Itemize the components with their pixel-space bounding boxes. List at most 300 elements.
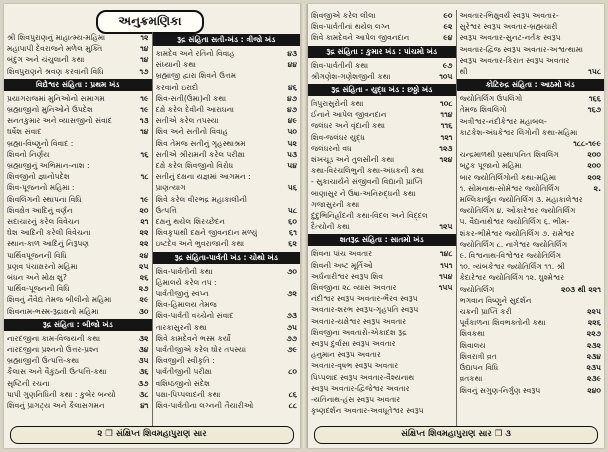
index-entry	[7, 126, 149, 137]
entry-title: શિવકૃપાથી દક્ષને જીવનદાન મળ્યું	[155, 228, 258, 238]
entry-page-number: ૭૫	[286, 322, 297, 332]
entry-page-number: ૭૦	[287, 266, 297, 276]
entry-title: ઉત્પત્તિ	[155, 205, 177, 215]
index-entry	[311, 165, 453, 176]
entry-page-number: ૨૭	[138, 284, 149, 294]
index-entry	[7, 378, 149, 389]
entry-title: શિવ-સતી(ઉમા)ની કથા	[155, 93, 227, 103]
entry-page-number: ૨૩૪	[586, 351, 601, 361]
entry-title: પ્રાણત્યાગ	[155, 183, 186, 193]
index-entry	[460, 306, 602, 317]
entry-page-number: ૧૦૮	[440, 99, 453, 109]
entry-page-number: ૨૧	[140, 217, 149, 227]
entry-title: ઘર્ષેશ સંવાદ	[7, 127, 42, 137]
entry-title: કેદારેશ્વર જ્યોતિર્લિંગ ૧૨. ઘુશ્મેશ્વર	[459, 273, 565, 283]
entry-page-number: ૩૪	[138, 345, 149, 355]
entry-page-number: ૯૨	[443, 22, 453, 32]
index-entry	[156, 160, 298, 171]
entry-page-number: ૩૨	[138, 333, 149, 343]
entry-page-number: ૨૪૦	[587, 385, 601, 395]
entry-title: શિવ-પાર્વતી વચ્ચેનો સંવાદ	[155, 311, 234, 321]
index-entry	[311, 349, 453, 360]
entry-title: શિવનું નૈવેદ્ય તેમજ બીલીનો મહિમા	[7, 295, 112, 305]
entry-title: શિવલિંગની સ્થાપના વિધિ	[7, 194, 82, 204]
index-entry	[311, 154, 453, 165]
entry-page-number: ૧૪	[140, 127, 149, 137]
entry-page-number: ૧૮	[140, 172, 149, 182]
entry-page-number: ૯૦	[443, 11, 453, 20]
index-entry	[7, 333, 149, 344]
entry-title: બટુક પૂજાનો મહિમા	[459, 161, 522, 171]
entry-title: શિવાલય	[459, 340, 486, 350]
index-entry	[311, 32, 453, 43]
entry-title: ૫. વૈદ્યનાથેશ્વર જ્યોતિર્લિંગ ૬. ભીમ-	[459, 217, 570, 227]
index-entry	[311, 394, 453, 405]
entry-title: શિવજીના અવતારો-એકાદશ રૂદ્ર	[311, 327, 407, 337]
index-entry	[156, 266, 298, 277]
index-entry	[156, 355, 298, 366]
entry-title: શિવકથા	[459, 329, 485, 339]
entry-page-number: ૧૫૫	[438, 283, 453, 293]
entry-page-number: ૨૯	[139, 295, 149, 305]
index-entry	[7, 32, 149, 43]
section-header: રૂદ્ર સંહિતા-પાર્વતી ખંડ : ચોથો ખંડ	[153, 252, 301, 264]
entry-title: વશિષ્ઠજીનો સંદેશ	[155, 378, 211, 388]
index-entry	[7, 115, 149, 126]
entry-title: અવતાર-યક્ષેશ્વર સ્વરૂપ અવતાર	[311, 316, 407, 326]
entry-title: શંખચૂડ અને તુલસીની કથા	[311, 155, 395, 165]
section-header: રૂદ્ર સંહિતા - યુદ્ધ ખંડ : છઠ્ઠો ખંડ	[308, 84, 456, 96]
index-entry	[311, 143, 453, 154]
index-entry	[7, 344, 149, 355]
entry-page-number: ૧૧૪	[440, 110, 453, 120]
entry-page-number: ૮૬	[288, 389, 297, 399]
entry-page-number: ૧૪	[140, 44, 149, 54]
entry-page-number: ૨૩૫	[586, 363, 601, 373]
index-entry	[7, 182, 149, 193]
index-entry	[460, 160, 602, 171]
index-entry	[460, 21, 602, 32]
index-entry	[311, 248, 453, 259]
right-col-2	[456, 10, 605, 426]
entry-page-number: ૨૦૦	[587, 161, 601, 171]
entry-title: થી	[459, 67, 468, 77]
entry-title: સ્વરૂપ અવતાર-કિરાત સ્વરૂપ અવતાર	[459, 55, 570, 65]
index-entry	[460, 362, 602, 373]
index-entry	[7, 54, 149, 65]
entry-title: શિવ-હિમાલય તેમજ	[155, 300, 217, 310]
entry-page-number: ૨૩૨	[587, 340, 601, 350]
index-entry	[460, 250, 602, 261]
entry-page-number: ૭૭	[286, 333, 297, 343]
section-header: રૂદ્ર સંહિતા : કુમાર ખંડ : પાંચમો ખંડ	[308, 46, 456, 58]
index-entry	[311, 372, 453, 383]
entry-title: બાર જ્યોતિર્લિંગોની કથા-મહિમા	[459, 172, 557, 182]
entry-page-number: ૩૬	[139, 367, 149, 377]
index-entry	[156, 400, 298, 411]
entry-title: શિવજીએ કરેલ લીલા	[311, 11, 376, 20]
index-entry	[156, 299, 298, 310]
index-entry	[311, 109, 453, 120]
entry-page-number: ૨૦૦	[587, 150, 601, 160]
index-entry	[7, 366, 149, 377]
index-entry	[7, 283, 149, 294]
entry-title: સ્થાન-કાળ આદિનું નિરૂપણ	[7, 239, 90, 249]
entry-title: પાર્વતીજીનું સ્વપ્ન	[155, 289, 209, 299]
entry-title: નારદજીના કામ-વિજયની કથા	[7, 333, 101, 343]
entry-title: દક્ષે કરેલ શિવજીનો વિરોધ	[155, 161, 234, 171]
entry-title: જલંધર અને વૃંદાની કથા	[311, 121, 386, 131]
entry-title: શિવનું સગુણ-નિર્ગુણ સ્વરૂપ	[459, 385, 541, 395]
entry-title: શિવે કામદેવને આપેલ જીવનદાન	[311, 33, 410, 43]
index-entry	[156, 322, 298, 333]
entry-title: હનુમાન સ્વરૂપ અવતાર	[311, 350, 381, 360]
entry-title: ગજાસુરની કથા	[311, 199, 360, 209]
entry-page-number: ૧૪	[140, 55, 149, 65]
index-entry	[7, 306, 149, 317]
index-entry	[311, 176, 453, 187]
index-entry	[7, 261, 149, 272]
index-entry	[156, 149, 298, 160]
entry-page-number: ૫૮	[287, 205, 297, 215]
index-entry	[156, 238, 298, 249]
index-entry	[7, 43, 149, 54]
entry-title: શિવ-પાર્વતીની કથા	[311, 60, 369, 70]
book-gutter	[300, 4, 308, 448]
entry-page-number: ૧૫૪	[439, 271, 453, 281]
entry-title: જ્યોતિર્લિંગ ૮. નાગેશ્વર જ્યોતિર્લિંગ	[459, 239, 568, 249]
entry-title: ૧. સોમનાથ-સોમેશ્વર જ્યોતિર્લિંગ	[459, 183, 560, 193]
entry-title: બ્રહ્માજીનો મુનિઓને ઉપદેશ	[7, 105, 93, 115]
index-entry	[460, 284, 602, 295]
index-entry	[460, 55, 602, 66]
entry-title: અવતાર-ભિક્ષુવર્ય સ્વરૂપ અવતાર-	[459, 11, 559, 20]
entry-title: પક્ષા-પિપ્પલાદની કથા	[155, 389, 221, 399]
entry-title: શિવનામ-ભસ્મ-રૂદ્રાક્ષનો મહિમા	[7, 306, 99, 316]
entry-page-number: ૧૭	[139, 66, 149, 76]
index-entry	[7, 216, 149, 227]
entry-title: દક્ષનું થયેલ શિરચ્છેદન	[155, 217, 225, 227]
index-entry	[460, 328, 602, 339]
entry-title: શિવ તેમજ સતીનું ગૃહસ્થાશ્રમ	[155, 138, 246, 148]
section-header: રૂદ્ર સંહિતા : બીજો ખંડ	[4, 319, 152, 331]
entry-page-number: ૧૪૮	[439, 249, 453, 259]
entry-page-number: ૧૮૮-૧૯૯	[573, 139, 601, 149]
entry-title: શિવના પાંચ અવતાર	[311, 249, 373, 259]
entry-title: જ્યોતિર્લિંગ ૪. ઓંકારેશ્વર જ્યોતિર્લિંગ	[459, 206, 576, 216]
entry-page-number: ૮૮	[288, 401, 297, 411]
index-entry	[7, 93, 149, 104]
entry-page-number: ૫૩	[286, 149, 297, 159]
index-entry	[156, 205, 298, 216]
entry-page-number: ૨૦૩ થી ૨૨૧	[560, 284, 601, 294]
entry-title: શિવજીના ૨૮ વ્યાસ અવતાર	[311, 283, 397, 293]
entry-title: શિવે કરેલ વીરભદ્ર મહાકાલીની	[155, 194, 248, 204]
entry-title: સુરેશ્વર સ્વરૂપ અવતાર-બ્રહ્મચારી	[459, 22, 558, 32]
left-columns	[4, 32, 300, 426]
index-entry	[156, 171, 298, 182]
entry-page-number: ૨૨૭	[586, 329, 601, 339]
index-entry	[460, 385, 602, 396]
entry-title: શંકર-ભીમેશ્વર જ્યોતિર્લિંગ ૭. રામેશ્વર	[459, 228, 575, 238]
entry-title: દક્ષે કરેલ દેવીની આરાધના	[155, 105, 235, 115]
section-header: રૂદ્ર સંહિતા સતી-ખંડ : ત્રીજો ખંડ	[153, 34, 301, 46]
index-entry	[156, 104, 298, 115]
entry-title: ચક્રની પ્રાપ્તિ કરી	[459, 307, 512, 317]
index-entry	[311, 360, 453, 371]
entry-title: કામદેવ અને રતિનો વિવાહ	[155, 49, 235, 58]
entry-page-number: ૧૨૫	[439, 222, 453, 232]
index-entry	[460, 172, 602, 183]
entry-page-number: ૩૦	[138, 306, 149, 316]
index-entry	[156, 70, 298, 81]
index-entry	[156, 138, 298, 149]
entry-page-number: ૧૨૩	[439, 143, 453, 153]
section-header: કોટિરુદ્ર સંહિતા : આઠમો ખંડ	[457, 79, 605, 91]
index-entry	[156, 216, 298, 227]
index-entry	[460, 261, 602, 272]
index-entry	[460, 44, 602, 55]
entry-title: કરવાનો ઇરાદો	[155, 82, 199, 92]
entry-page-number: ૩૫	[138, 356, 149, 366]
entry-page-number: ૧૨૪	[439, 155, 453, 165]
right-page	[308, 4, 604, 448]
entry-title: સ્વરૂપ દુર્વાસા સ્વરૂપ અવતાર	[311, 339, 396, 349]
entry-title: પાર્વતીજીની પરીક્ષા	[155, 367, 212, 377]
entry-title: પૂર્વકાળના શિવભક્તોની કથા	[459, 318, 546, 328]
index-entry	[156, 310, 298, 321]
entry-page-number: ૪૧	[140, 401, 149, 411]
left-footer: ૨ ❒ સંક્ષિપ્ત શિવમહાપુરાણ સાર	[10, 426, 294, 444]
entry-title: પાર્થિવ-પૂજનની વિધિ	[7, 284, 70, 294]
entry-page-number: ૧૨૧	[440, 132, 453, 142]
index-entry	[460, 272, 602, 283]
entry-title: હિમાલયે કરેલ તપ :	[155, 277, 217, 287]
index-entry	[7, 272, 149, 283]
entry-title: શિવરાત્રી વ્રત	[459, 351, 497, 361]
index-entry	[156, 389, 298, 400]
entry-title: પાપી ગુણનિધિની કથા : કુબેર બન્યો	[7, 389, 116, 399]
entry-title: કૃષ્ણદર્શન અવતાર-અવધૂતેશ્વર સ્વરૂપ	[311, 406, 424, 416]
index-entry	[311, 327, 453, 338]
entry-page-number: ૪૭	[287, 105, 297, 115]
index-entry	[460, 194, 602, 205]
entry-title: દુંદુભિનિર્હ્રાદની કથા-વિદલ અને વિદ્દલ	[311, 211, 428, 221]
entry-title: અવતાર-વૃષભ સ્વરૂપ અવતાર	[311, 361, 399, 371]
index-entry	[311, 60, 453, 71]
entry-title: સૃષ્ટિની રચના	[7, 378, 50, 388]
entry-title: બાણાસુર ને ઉષા-અનિરુદ્ધની કથા	[311, 188, 416, 198]
index-entry	[156, 378, 298, 389]
entry-title: જ્યોતિર્લિંગ	[459, 284, 495, 294]
entry-title: અવતાર-દ્વિજ સ્વરૂપ અવતાર-અશ્વત્થામા	[459, 44, 583, 54]
entry-page-number: ૧૫૮	[588, 67, 601, 77]
entry-page-number: ૨૪	[139, 250, 149, 260]
entry-title: શ્રી શિવપુરાણનું માહાત્મ્ય-મહિમા	[7, 33, 106, 42]
entry-page-number: ૨૦૨	[587, 172, 601, 182]
entry-title: શિવક્ષેત્ર આદિનું વર્ણન	[7, 205, 73, 215]
index-entry	[156, 366, 298, 377]
index-entry	[460, 228, 602, 239]
index-entry	[7, 149, 149, 160]
entry-title: પ્રયાગરાજમાં મુનિઓનો સમાગમ	[7, 93, 105, 103]
index-entry	[156, 277, 298, 288]
index-entry	[460, 239, 602, 250]
entry-title: કૈલાસ અને વૈકુંઠની ઉત્પત્તિ-કથા	[7, 367, 107, 377]
entry-title: બંધન અને મોક્ષ શું?	[7, 273, 67, 283]
index-entry	[460, 183, 602, 194]
entry-title: બ્રહ્માજી દ્વારા શિવને ઉત્તમ	[155, 71, 237, 81]
entry-title: પ્રણવ પંચાક્ષરનો મહિમા	[7, 261, 78, 271]
entry-page-number: ૫૬	[287, 183, 297, 193]
index-entry	[7, 389, 149, 400]
entry-page-number: ૪૩	[287, 49, 297, 58]
entry-title: શિવપુરાણને શ્રવણ કરવાની વિધિ	[7, 66, 104, 76]
index-entry	[156, 194, 298, 205]
entry-title: અવતાર-શરભ સ્વરૂપ-ગૃહપતિ સ્વરૂપ	[311, 305, 419, 315]
index-title: અનુક્રમણિકા	[96, 10, 204, 34]
entry-page-number: ૧૬૭	[587, 105, 601, 115]
index-entry	[7, 294, 149, 305]
entry-title: ત્રિપુરાસુરોની કથા	[311, 99, 364, 109]
right-col-1	[308, 10, 456, 426]
entry-title: પાર્થિવપૂજનની વિધિ	[7, 250, 67, 260]
entry-title: શિવ-પાર્વતીના લગ્નની તૈયારીઓ	[155, 401, 254, 411]
index-entry	[7, 138, 149, 149]
index-entry	[156, 93, 298, 104]
entry-title: શ્રીગણેશ-ગણેશજીની કથા	[311, 71, 391, 81]
index-entry	[7, 104, 149, 115]
entry-page-number: ૨૬	[139, 273, 149, 283]
entry-title: અર્ધનારીશ્વર સ્વરૂપ શિવ	[311, 271, 384, 281]
entry-page-number: ૪૬	[288, 82, 297, 92]
index-entry	[7, 250, 149, 261]
entry-page-number: ૧૦૫	[439, 71, 453, 81]
index-entry	[156, 115, 298, 126]
entry-page-number: ૨૨૬	[587, 318, 601, 328]
index-entry	[156, 126, 298, 137]
index-entry	[311, 210, 453, 221]
entry-title: શિવે કામદેવને ભસ્મ કર્યો	[155, 333, 231, 343]
index-entry	[7, 400, 149, 411]
entry-title: સ્વરૂપ અવતાર-દ્વિજેશ્વર અવતાર	[311, 383, 410, 393]
index-entry	[311, 21, 453, 32]
entry-page-number: ૪૪	[287, 60, 297, 70]
index-entry	[311, 304, 453, 315]
index-entry	[460, 32, 602, 43]
entry-page-number: ૧૫૧	[440, 260, 453, 270]
entry-title: શિવજીની સ્વીકૃતિ :	[155, 356, 215, 366]
index-entry	[311, 260, 453, 271]
entry-page-number: ૬૨	[288, 239, 297, 249]
entry-title: વ્રતકથા	[459, 374, 483, 384]
entry-title: કાટકેશ-અંધકેશ્વર લિંગોની કથા-મહિમા	[459, 127, 578, 137]
index-entry	[460, 138, 602, 149]
index-entry	[156, 344, 298, 355]
entry-page-number: ૨.	[593, 183, 601, 193]
entry-title: ભગવાન વિષ્ણુને સુદર્શન	[459, 295, 532, 305]
left-col-2	[152, 32, 301, 426]
index-entry	[311, 338, 453, 349]
index-entry	[156, 333, 298, 344]
entry-title: ઇષ્ટદેવ અને ભુવરાજાની કથા	[155, 239, 245, 249]
index-entry	[7, 194, 149, 205]
index-entry	[460, 340, 602, 351]
index-entry	[7, 205, 149, 216]
entry-title: શિવ અને સતીનો વિવાહ	[155, 127, 229, 137]
entry-title: પિપ્પલાદ સ્વરૂપ અવતાર-વૈશ્યનાથ	[311, 372, 415, 382]
entry-title: નારદજીના પ્રશ્નનો ઉત્તર-પ્રશ્ન	[7, 345, 99, 355]
index-entry	[156, 48, 298, 59]
index-entry	[311, 282, 453, 293]
entry-page-number: ૧૯	[140, 93, 149, 103]
entry-title: ૧૦. ત્ર્યંબકેશ્વર જ્યોતિર્લિંગ ૧૧. શ્રી	[459, 262, 565, 272]
entry-title: બ્રહ્માજીનું અભિમાન-નાશ :	[7, 161, 90, 171]
entry-page-number: ૨૫	[139, 261, 149, 271]
index-entry	[460, 104, 602, 115]
index-entry	[156, 82, 298, 93]
index-entry	[7, 355, 149, 366]
index-entry	[460, 373, 602, 384]
entry-title: સતીનું દક્ષના યજ્ઞમાં આગમન :	[155, 172, 251, 182]
index-entry	[460, 116, 602, 127]
entry-page-number: ૫૨	[287, 138, 297, 148]
entry-title: સદાચારનું કરેલ વિવેચન	[7, 217, 80, 227]
index-entry	[311, 316, 453, 327]
entry-page-number: ૧૬	[140, 149, 149, 159]
index-entry	[7, 66, 149, 77]
entry-title: દૈત્યોની કથા	[311, 222, 350, 232]
entry-page-number: ૯૪	[443, 33, 453, 43]
entry-title: મલ્લિકાર્જુન જ્યોતિર્લિંગ ૩. મહાકાલેશ્વર	[459, 195, 583, 205]
entry-title: સતીએ શ્રીરામની કરેલ પરીક્ષા	[155, 149, 245, 159]
entry-page-number: ૭૨	[287, 289, 297, 299]
index-entry	[311, 98, 453, 109]
entry-page-number: ૪૯	[287, 116, 297, 126]
entry-title: સ્વરૂપ અવતાર-સુનટ-નર્તક સ્વરૂપ	[459, 33, 561, 43]
entry-page-number: ૬૦	[288, 217, 297, 227]
index-entry	[460, 351, 602, 362]
entry-title: જલંધરનો વધ	[311, 143, 352, 153]
entry-title: શિવ-પાર્વતીની કથા	[155, 266, 213, 276]
index-entry	[7, 171, 149, 182]
index-entry	[460, 295, 602, 306]
entry-page-number: ૩૮	[139, 389, 149, 399]
index-entry	[460, 149, 602, 160]
index-entry	[156, 182, 298, 193]
entry-title: સંધ્યાની કથા	[155, 60, 197, 70]
entry-title: તેમજ શિવલિંગો	[459, 105, 507, 115]
section-header: વિદ્યેશ્વર સંહિતા : પ્રથમ ખંડ	[4, 79, 152, 91]
entry-title: પાર્વતીજીએ કરેલ ઘોર તપસ્યા	[155, 345, 247, 355]
entry-title: બંદુગ અને ચંચુલાની કથા	[7, 55, 85, 65]
index-entry	[311, 221, 453, 232]
index-entry	[156, 227, 298, 238]
entry-title: જ્યોતિર્લિંગ ઉપલિંગો	[459, 94, 523, 104]
index-entry	[311, 10, 453, 21]
entry-title: શિવ-પૂજનનો મહિમા :	[7, 183, 75, 193]
index-entry	[311, 120, 453, 131]
entry-title: ૯. વિશ્વનાથ-વિશ્વેશ્વર જ્યોતિર્લિંગ	[459, 251, 562, 261]
entry-title: શિવનું પ્રાગટ્ય અને કૈલાસગમન	[7, 401, 105, 411]
entry-title: સનતકુમાર અને વ્યાસજીનો સંવાદ	[7, 116, 112, 126]
entry-title: શિવ-જલંધર યુદ્ધ	[311, 132, 365, 142]
right-columns	[308, 10, 604, 426]
index-entry	[460, 127, 602, 138]
index-entry	[311, 293, 453, 304]
entry-page-number: ૪૭	[287, 93, 297, 103]
entry-page-number: ૬૧	[289, 228, 297, 238]
